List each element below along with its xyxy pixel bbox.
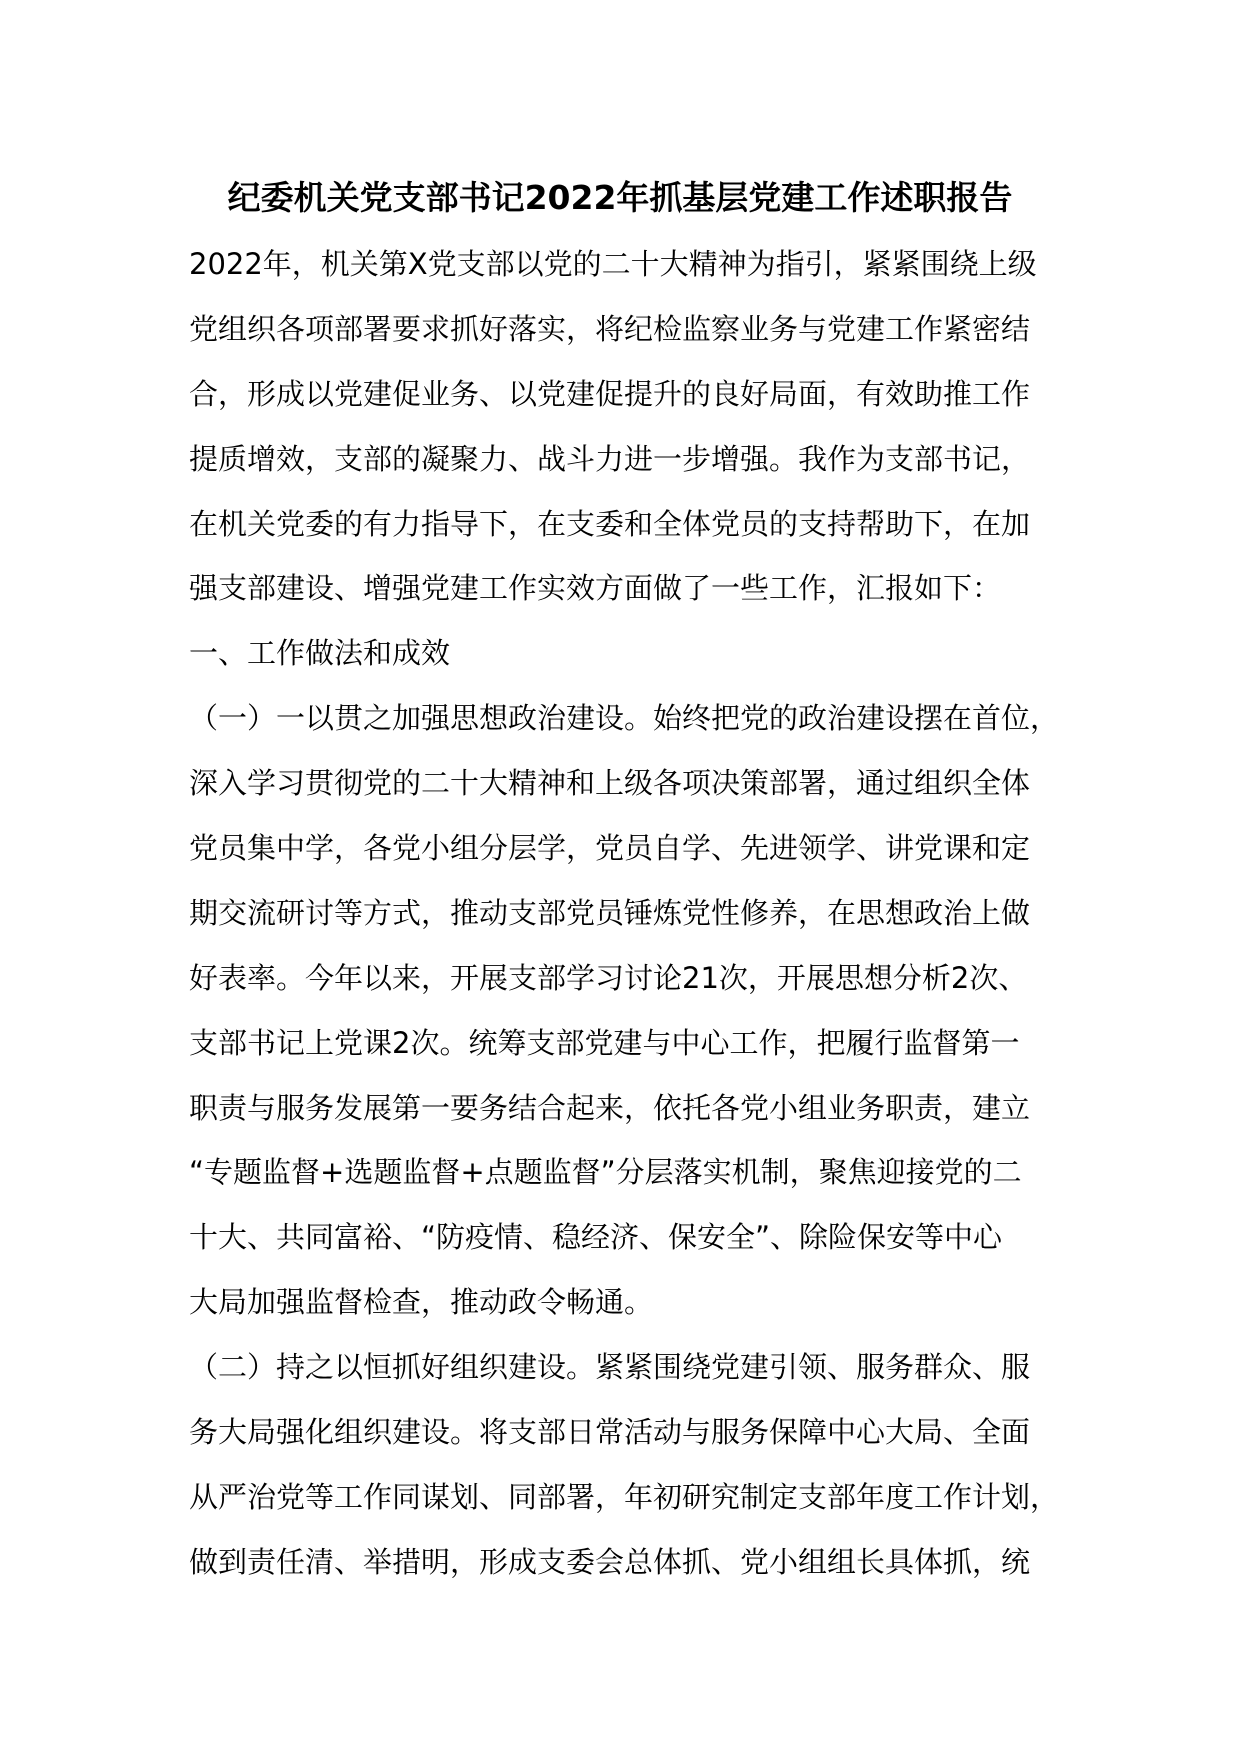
text-line: 2022年，机关第X党支部以党的二十大精神为指引，紧紧围绕上级 <box>189 247 1037 281</box>
document-body <box>189 232 1069 1595</box>
text-line: 在机关党委的有力指导下，在支委和全体党员的支持帮助下，在加 <box>189 506 1031 541</box>
text-line: 一、工作做法和成效 <box>189 636 451 671</box>
text-line: 党组织各项部署要求抓好落实，将纪检监察业务与党建工作紧密结 <box>189 311 1031 346</box>
text-line: 十大、共同富裕、“防疫情、稳经济、保安全”、除险保安等中心 <box>189 1220 1003 1255</box>
text-line: 支部书记上党课2次。统筹支部党建与中心工作，把履行监督第一 <box>189 1025 1020 1060</box>
text-line: 期交流研讨等方式，推动支部党员锤炼党性修养，在思想政治上做 <box>189 895 1031 930</box>
text-line: （二）持之以恒抓好组织建设。紧紧围绕党建引领、服务群众、服 <box>189 1350 1031 1385</box>
document-title: 纪委机关党支部书记2022年抓基层党建工作述职报告 <box>227 178 1013 217</box>
text-line: 深入学习贯彻党的二十大精神和上级各项决策部署，通过组织全体 <box>189 766 1031 801</box>
text-line: “专题监督+选题监督+点题监督”分层落实机制，聚焦迎接党的二 <box>189 1155 1022 1190</box>
text-line: 合，形成以党建促业务、以党建促提升的良好局面，有效助推工作 <box>189 376 1031 411</box>
text-line: 提质增效，支部的凝聚力、战斗力进一步增强。我作为支部书记， <box>189 441 1031 476</box>
text-line: 职责与服务发展第一要务结合起来，依托各党小组业务职责，建立 <box>189 1090 1031 1125</box>
text-line: （一）一以贯之加强思想政治建设。始终把党的政治建设摆在首位， <box>189 701 1060 736</box>
text-line: 党员集中学，各党小组分层学，党员自学、先进领学、讲党课和定 <box>189 831 1031 866</box>
text-line: 大局加强监督检查，推动政令畅通。 <box>189 1285 654 1320</box>
text-line: 做到责任清、举措明，形成支委会总体抓、党小组组长具体抓，统 <box>189 1544 1031 1579</box>
text-line: 好表率。今年以来，开展支部学习讨论21次，开展思想分析2次、 <box>189 960 1028 995</box>
text-line: 从严治党等工作同谋划、同部署，年初研究制定支部年度工作计划， <box>189 1479 1060 1514</box>
text-line: 务大局强化组织建设。将支部日常活动与服务保障中心大局、全面 <box>189 1415 1031 1450</box>
text-line: 强支部建设、增强党建工作实效方面做了一些工作，汇报如下： <box>189 571 1002 606</box>
